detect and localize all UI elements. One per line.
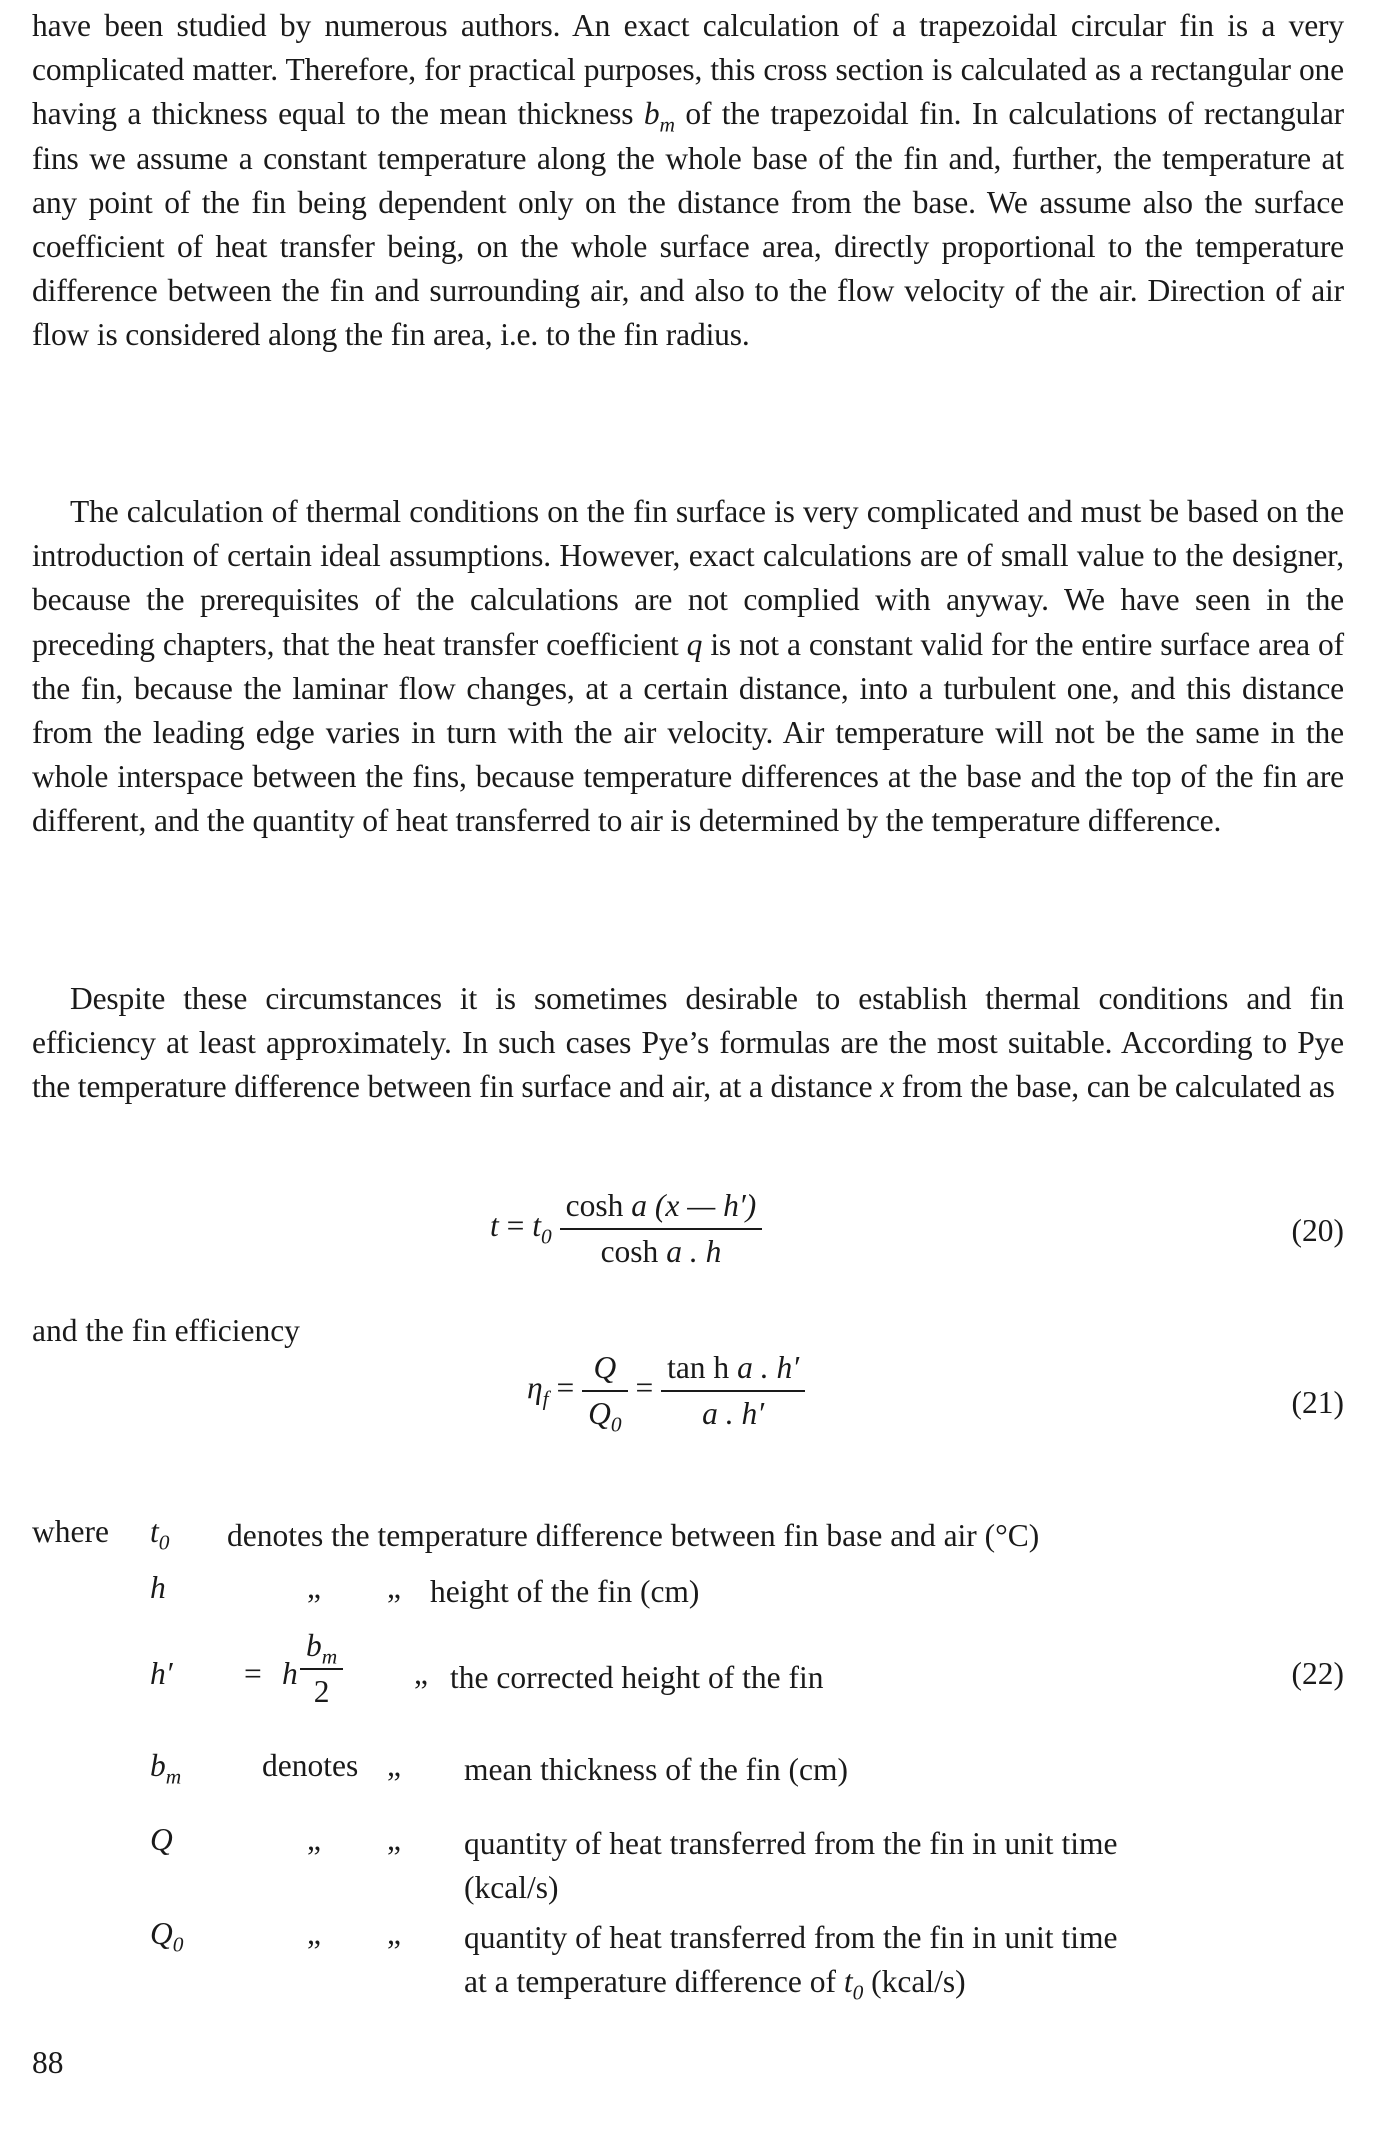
- def-text: denotes the temperature difference between fin base and air (°C): [227, 1518, 1040, 1553]
- eq21-denominator-2: a . h′: [702, 1396, 765, 1431]
- equation-21: [527, 1350, 805, 1437]
- paragraph-text: from the base, can be calculated as: [901, 1069, 1335, 1105]
- def-text: mean thickness of the fin (cm): [464, 1752, 848, 1787]
- eq21-equals-2: =: [635, 1370, 654, 1406]
- ditto-mark: „: [307, 1570, 321, 1605]
- eq21-numerator-2: tan h a . h′: [667, 1350, 800, 1385]
- paragraph-text: is not a constant valid for the entire surface area of the fin, because the laminar flow changes, at a certain distance, into a turbulent one, and this distance from the leading edge varies in turn with the air velocity. Air temperature will not be the same in the whole interspace between the fins, because temperature differences at the base and the top of the fin are different, and the quantity of heat transferred to air is determined by the temperature difference.: [32, 626, 1344, 839]
- def-text: quantity of heat transferred from the fin in unit time (kcal/s): [464, 1826, 1118, 1905]
- def-symbol: $Q_0$: [150, 1916, 184, 1957]
- denotes-label: denotes: [262, 1748, 359, 1783]
- paragraph-pye-formulas: [32, 977, 1344, 1110]
- symbol-bm: $b_m$: [643, 96, 675, 137]
- paragraph-text: have been studied by numerous authors. An exact calculation of a trapezoidal circular fin is a very complicated matter. Therefore, for practical purposes, this cross section is calculated as a rectangular one having a thickness equal to the mean thickness: [32, 8, 1344, 132]
- def-symbol: $b_m$: [150, 1748, 182, 1789]
- eq20-fraction: [560, 1188, 763, 1270]
- eq20-t0: $t_0$: [532, 1208, 552, 1249]
- eq20-numerator: cosh a (x — h′): [565, 1188, 757, 1223]
- def-equals: =: [244, 1656, 262, 1691]
- bm-over-2-fraction: [300, 1628, 343, 1710]
- ditto-mark: „: [307, 1822, 321, 1857]
- def-symbol: h′: [150, 1656, 173, 1691]
- eq21-lhs: $\eta_f$: [527, 1370, 549, 1411]
- paragraph-fin-assumptions: [32, 4, 1344, 358]
- def-symbol: Q: [150, 1822, 173, 1857]
- where-label: where: [32, 1514, 109, 1549]
- eq20-equals: =: [506, 1208, 525, 1244]
- eq21-equals: =: [556, 1370, 575, 1406]
- frac-num: $b_m$: [306, 1628, 338, 1669]
- equation-20: [490, 1188, 762, 1270]
- equation-number-20: (20): [1291, 1213, 1344, 1248]
- eq20-lhs: t: [490, 1208, 499, 1244]
- paragraph-text: Despite these circumstances it is sometimes desirable to establish thermal conditions and fin efficiency at least approximately. In such cases Pye’s formulas are the most suitable. According to Pye the temperature difference between fin surface and air, at a distance: [32, 981, 1344, 1105]
- equation-number-21: (21): [1291, 1385, 1344, 1420]
- paragraph-text: The calculation of thermal conditions on the fin surface is very complicated and must be based on the introduction of certain ideal assumptions. However, exact calculations are of small value to the designer, because the prerequisites of the calculations are not complied with anyway. We have seen in the preceding chapters, that the heat transfer coefficient: [32, 494, 1344, 662]
- def-symbol: h: [150, 1570, 166, 1605]
- ditto-mark: „: [387, 1822, 401, 1857]
- ditto-mark: „: [387, 1570, 401, 1605]
- ditto-mark: „: [387, 1748, 401, 1783]
- ditto-mark: „: [387, 1916, 401, 1951]
- eq20-denominator: cosh a . h: [600, 1234, 722, 1269]
- eq21-fraction-2: [661, 1350, 805, 1432]
- symbol-x: x: [880, 1069, 895, 1105]
- page-number: 88: [32, 2045, 64, 2080]
- eq21-denominator-1: $Q_0$: [588, 1396, 622, 1437]
- ditto-mark: „: [414, 1656, 428, 1691]
- def-text: quantity of heat transferred from the fin in unit time at a temperature difference of $t_0$ (kcal/s): [464, 1920, 1118, 2005]
- def-text: the corrected height of the fin: [450, 1660, 824, 1695]
- frac-den: 2: [313, 1674, 330, 1709]
- def-symbol: $t_0$: [150, 1514, 170, 1555]
- paragraph-thermal-conditions: [32, 490, 1344, 844]
- ditto-mark: „: [307, 1916, 321, 1951]
- eq21-fraction-1: [582, 1350, 627, 1437]
- symbol-q: q: [686, 626, 703, 662]
- def-h: h: [282, 1656, 298, 1691]
- paragraph-text: of the trapezoidal fin. In calculations of rectangular fins we assume a constant temperature along the whole base of the fin and, further, the temperature at any point of the fin being dependent only on the distance from the base. We assume also the surface coefficient of heat transfer being, on the whole surface area, directly proportional to the temperature difference between the fin and surrounding air, and also to the flow velocity of the air. Direction of air flow is considered along the fin area, i.e. to the fin radius.: [32, 96, 1344, 353]
- equation-number-22: (22): [1291, 1656, 1344, 1691]
- eq21-numerator-1: Q: [593, 1350, 617, 1385]
- def-text: height of the fin (cm): [430, 1574, 700, 1609]
- text-and-fin-efficiency: and the fin efficiency: [32, 1313, 300, 1348]
